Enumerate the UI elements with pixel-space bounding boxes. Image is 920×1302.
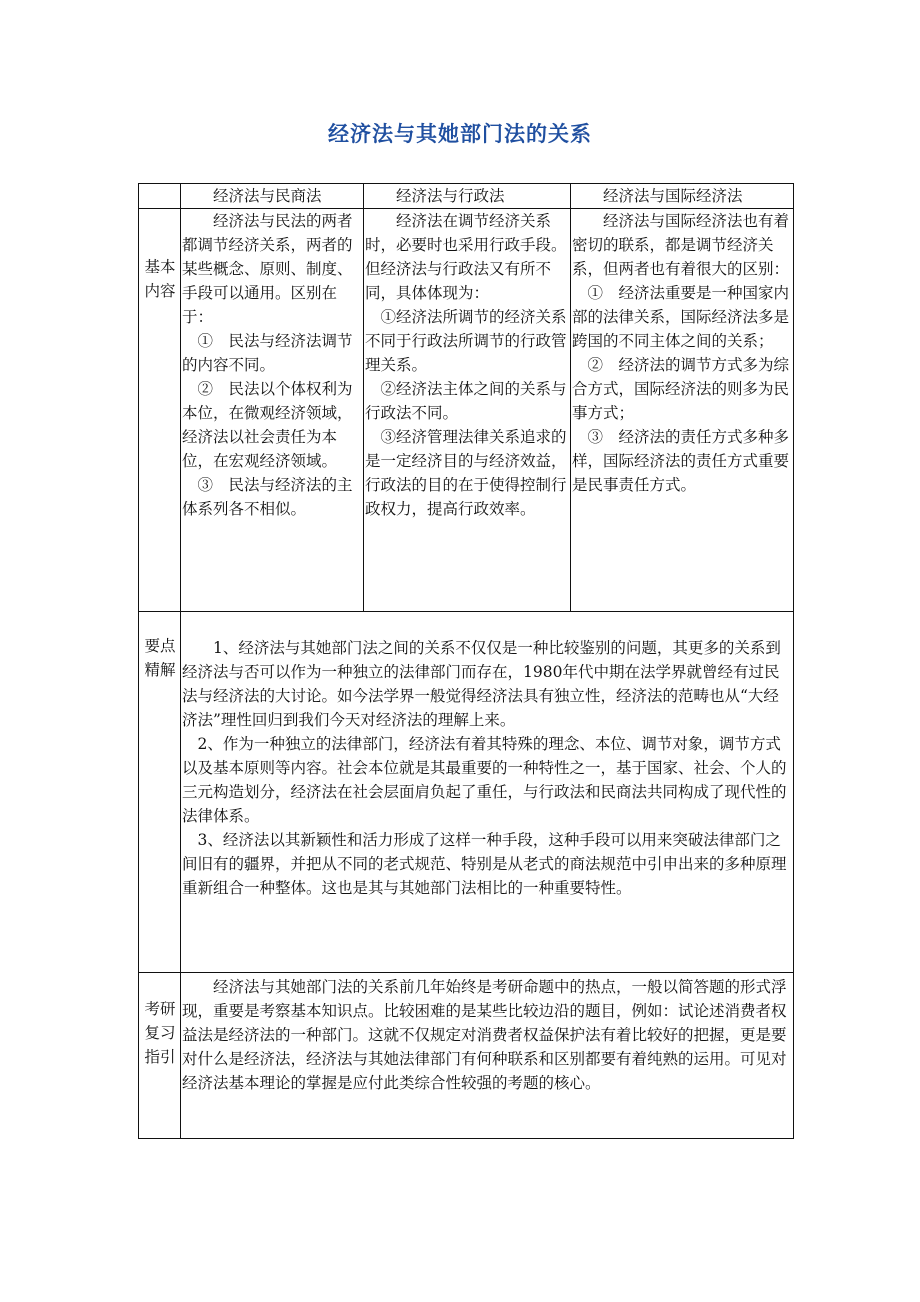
key-point-2: 2、作为一种独立的法律部门，经济法有着其特殊的理念、本位、调节对象，调节方式以及基本原则等内容。社会本位就是其最重要的一种特性之一，基于国家、社会、个人的三元构造划分，经济法在社会层面肩负起了重任，与行政法和民商法共同构成了现代性的法律体系。 xyxy=(182,735,787,825)
header-international: 经济法与国际经济法 xyxy=(571,184,794,209)
relations-table xyxy=(138,183,794,1139)
corner-cell xyxy=(139,184,181,209)
international-content xyxy=(571,209,794,612)
admin-point-1: ①经济法所调节的经济关系不同于行政法所调节的行政管理关系。 xyxy=(365,308,567,374)
admin-point-2: ②经济法主体之间的关系与行政法不同。 xyxy=(365,380,567,422)
civil-intro: 经济法与民法的两者都调节经济关系，两者的某些概念、原则、制度、手段可以通用。区别在于： xyxy=(182,212,353,326)
exam-guide-label: 考研复习指引 xyxy=(139,973,181,1139)
intl-point-1: ① 经济法重要是一种国家内部的法律关系，国际经济法多是跨国的不同主体之间的关系； xyxy=(572,284,790,350)
basic-content-row xyxy=(139,209,794,612)
admin-intro: 经济法在调节经济关系时，必要时也采用行政手段。但经济法与行政法又有所不同，具体体现为： xyxy=(365,212,567,302)
key-point-3: 3、经济法以其新颖性和活力形成了这样一种手段，这种手段可以用来突破法律部门之间旧有的疆界，并把从不同的老式规范、特别是从老式的商法规范中引申出来的多种原理重新组合一种整体。这也是其与其她部门法相比的一种重要特性。 xyxy=(182,831,787,897)
exam-guide-row xyxy=(139,973,794,1139)
key-point-1: 1、经济法与其她部门法之间的关系不仅仅是一种比较鉴别的问题，其更多的关系到经济法与否可以作为一种独立的法律部门而存在，1980年代中期在法学界就曾经有过民法与经济法的大讨论。如今法学界一般觉得经济法具有独立性，经济法的范畴也从“大经济法”理性回归到我们今天对经济法的理解上来。 xyxy=(182,639,781,729)
intl-intro: 经济法与国际经济法也有着密切的联系，都是调节经济关系，但两者也有着很大的区别： xyxy=(572,212,790,278)
header-row xyxy=(139,184,794,209)
civil-point-1: ① 民法与经济法调节的内容不同。 xyxy=(182,332,353,374)
civil-point-3: ③ 民法与经济法的主体系列各不相似。 xyxy=(182,476,353,518)
administrative-content xyxy=(364,209,571,612)
basic-content-label: 基本内容 xyxy=(139,209,181,612)
exam-guide-paragraph: 经济法与其她部门法的关系前几年始终是考研命题中的热点，一般以简答题的形式浮现，重要是考察基本知识点。比较困难的是某些比较边沿的题目，例如：试论述消费者权益法是经济法的一种部门。这就不仅规定对消费者权益保护法有着比较好的把握，更是要对什么是经济法，经济法与其她法律部门有何种联系和区别都要有着纯熟的运用。可见对经济法基本理论的掌握是应付此类综合性较强的考题的核心。 xyxy=(182,978,787,1092)
key-points-content xyxy=(181,612,794,973)
admin-point-3: ③经济管理法律关系追求的是一定经济目的与经济效益，行政法的目的在于使得控制行政权力，提高行政效率。 xyxy=(365,428,567,518)
exam-guide-content xyxy=(181,973,794,1139)
civil-commercial-content xyxy=(181,209,364,612)
key-points-row xyxy=(139,612,794,973)
page-title: 经济法与其她部门法的关系 xyxy=(328,122,592,146)
intl-point-2: ② 经济法的调节方式多为综合方式，国际经济法的则多为民事方式； xyxy=(572,356,790,422)
intl-point-3: ③ 经济法的责任方式多种多样，国际经济法的责任方式重要是民事责任方式。 xyxy=(572,428,790,494)
header-administrative: 经济法与行政法 xyxy=(364,184,571,209)
header-civil-commercial: 经济法与民商法 xyxy=(181,184,364,209)
civil-point-2: ② 民法以个体权利为本位，在微观经济领域，经济法以社会责任为本位，在宏观经济领域。 xyxy=(182,380,353,470)
key-points-label: 要点精解 xyxy=(139,612,181,973)
